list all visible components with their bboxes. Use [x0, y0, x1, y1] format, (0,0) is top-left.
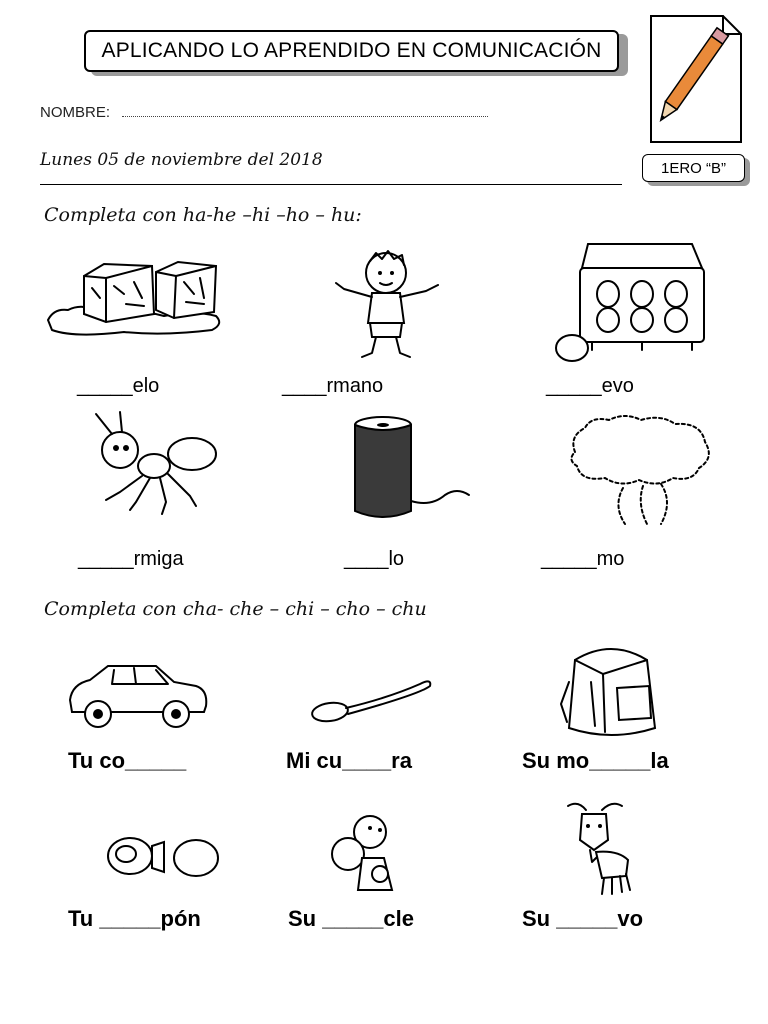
date-text: Lunes 05 de noviembre del 2018: [40, 150, 323, 170]
grade-badge: 1ERO “B”: [642, 154, 745, 182]
answer-hermano[interactable]: ____rmano: [282, 375, 384, 397]
thread-spool-icon: [345, 415, 475, 525]
answer-cuchara[interactable]: Mi cu____ra: [286, 748, 412, 773]
answer-humo[interactable]: _____mo: [541, 548, 625, 570]
answer-hilo[interactable]: ____lo: [344, 548, 405, 570]
date-underline: [40, 184, 622, 185]
answer-chivo[interactable]: Su _____vo: [522, 906, 644, 931]
name-line[interactable]: [122, 116, 488, 117]
name-label: NOMBRE:: [40, 104, 111, 121]
car-icon: [64, 660, 214, 740]
pacifier-icon: [104, 828, 224, 888]
bubblegum-boy-icon: [322, 810, 412, 900]
backpack-icon: [555, 642, 665, 742]
egg-carton-icon: [552, 240, 712, 365]
ice-cubes-icon: [44, 258, 224, 338]
instruction-2: Completa con cha- che – chi – cho – chu: [44, 598, 427, 620]
answer-mochila[interactable]: Su mo_____la: [522, 748, 669, 773]
goat-icon: [562, 800, 642, 900]
paper-pencil-icon: [645, 12, 745, 147]
answer-huevo[interactable]: _____evo: [546, 375, 634, 397]
answer-chicle[interactable]: Su _____cle: [288, 906, 414, 931]
instruction-1: Completa con ha-he –hi –ho – hu:: [44, 204, 362, 226]
spoon-icon: [308, 670, 438, 730]
answer-hielo[interactable]: _____elo: [77, 375, 160, 397]
answer-chupon[interactable]: Tu _____pón: [68, 906, 201, 931]
smoke-icon: [565, 412, 715, 532]
page-title: APLICANDO LO APRENDIDO EN COMUNICACIÓN: [84, 30, 619, 72]
boy-icon: [330, 245, 450, 365]
answer-coche[interactable]: Tu co_____: [68, 748, 187, 773]
ant-icon: [80, 410, 220, 520]
answer-hormiga[interactable]: _____rmiga: [78, 548, 184, 570]
